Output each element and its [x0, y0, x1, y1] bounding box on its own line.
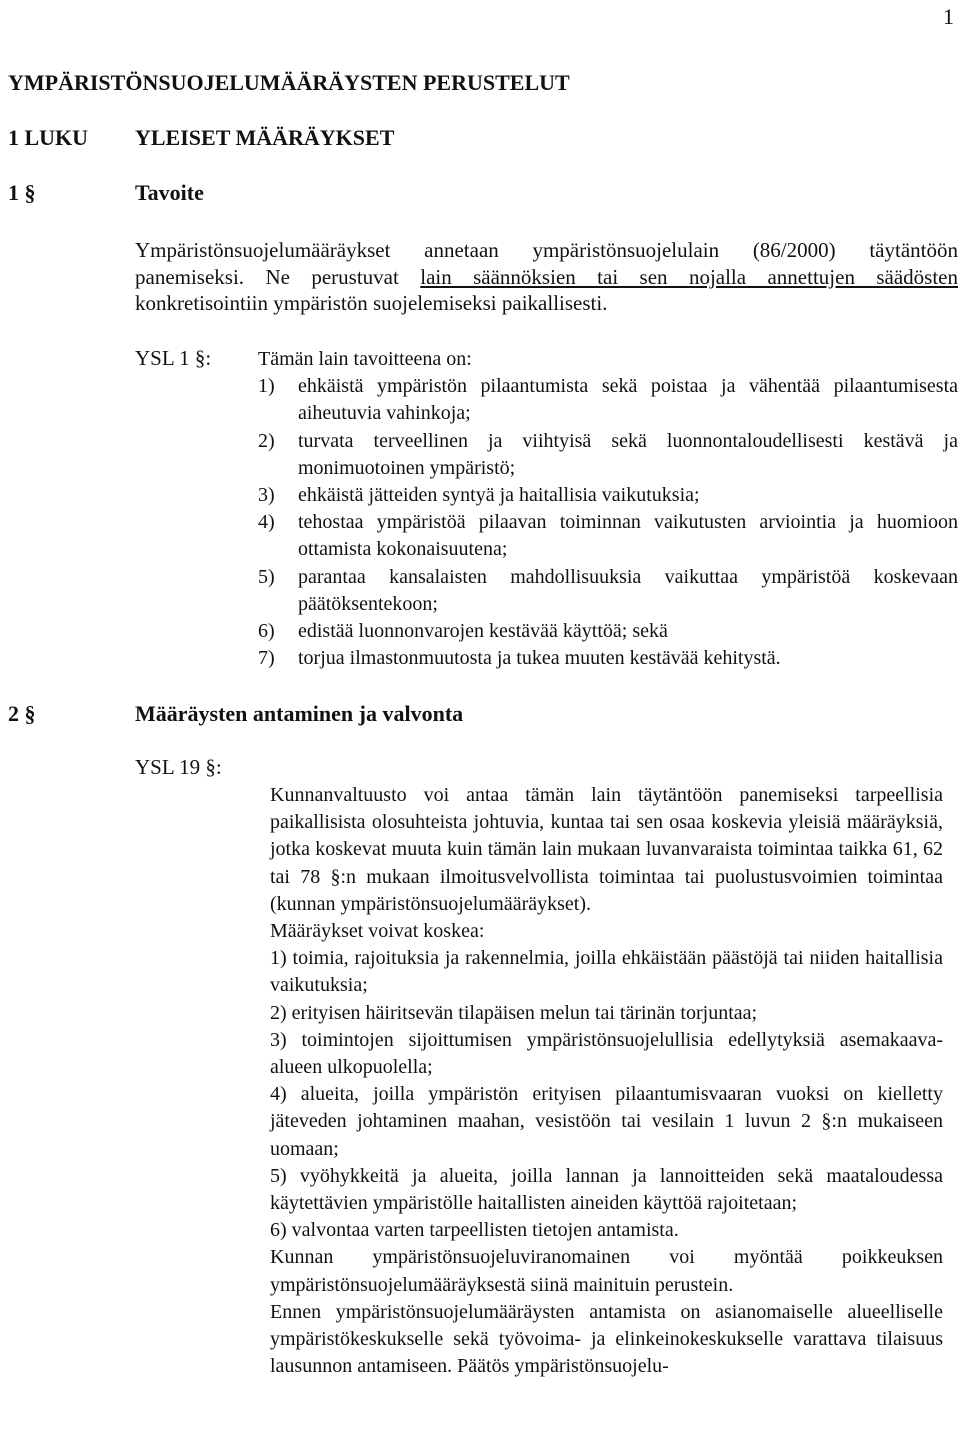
- ysl-19-paragraph: Määräykset voivat koskea:: [270, 920, 485, 943]
- objective-number: 7): [258, 647, 275, 670]
- ysl-19-paragraph: Ennen ympäristönsuojelumääräysten antamista on asianomaiselle alueelliselle ympäristökeskukselle sekä työvoima- ja elinkeinokeskukselle varattava tilaisuus lausunnon antamiseen. Päätös ympäristönsuojelu-: [270, 1300, 943, 1378]
- intro-line-3: konkretisointiin ympäristön suojelemiseksi paikallisesti.: [135, 291, 608, 315]
- section-2-number: 2 §: [8, 701, 36, 726]
- objective-number: 1): [258, 375, 275, 398]
- section-1-number: 1 §: [8, 180, 36, 205]
- objective-item: [258, 618, 958, 645]
- ysl-19-paragraph: 5) vyöhykkeitä ja alueita, joilla lannan ja lannoitteiden sekä maataloudessa käytettävien ympäristölle haitallisten aineiden käyttöä rajoitetaan;: [270, 1164, 943, 1215]
- ysl-19-text: [270, 782, 943, 1380]
- objective-item: [258, 482, 958, 509]
- chapter-heading: [8, 125, 608, 153]
- objective-number: 4): [258, 511, 275, 534]
- document-title: YMPÄRISTÖNSUOJELUMÄÄRÄYSTEN PERUSTELUT: [8, 70, 570, 95]
- intro-line-1: Ympäristönsuojelumääräykset annetaan ympäristönsuojelulain (86/2000) täytäntöön: [135, 238, 958, 262]
- objective-text: tehostaa ympäristöä pilaavan toiminnan vaikutusten arviointia ja huomioon ottamista kokonaisuutena;: [298, 511, 958, 561]
- objective-item: [258, 428, 958, 482]
- section-1-heading: [8, 180, 308, 208]
- ysl-1-label: YSL 1 §:: [135, 346, 212, 370]
- objective-item: [258, 564, 958, 618]
- objective-text: ehkäistä jätteiden syntyä ja haitallisia vaikutuksia;: [298, 484, 700, 507]
- ysl-1-objectives-list: [258, 346, 958, 672]
- objective-item: [258, 373, 958, 427]
- objective-number: 6): [258, 620, 275, 643]
- objective-text: parantaa kansalaisten mahdollisuuksia vaikuttaa ympäristöä koskevaan päätöksentekoon;: [298, 565, 958, 615]
- ysl-19-paragraph: 3) toimintojen sijoittumisen ympäristönsuojelullisia edellytyksiä asemakaava-alueen ulkopuolella;: [270, 1028, 943, 1079]
- intro-line-2: [135, 264, 958, 291]
- objective-number: 5): [258, 565, 275, 588]
- objective-number: 3): [258, 484, 275, 507]
- section-2-heading: [8, 701, 608, 729]
- objective-text: ehkäistä ympäristön pilaantumista sekä poistaa ja vähentää pilaantumisesta aiheutuvia vahinkoja;: [298, 375, 958, 425]
- ysl-19-paragraph: Kunnanvaltuusto voi antaa tämän lain täytäntöön panemiseksi tarpeellisia paikallisista olosuhteista johtuvia, kuntaa tai sen osaa koskevia yleisiä määräyksiä, jotka koskevat muuta kuin tämän lain mukaan luvanvaraista toimintaa taikka 61, 62 tai 78 §:n mukaan ilmoitusvelvollista toimintaa tai puolustusvoimien toimintaa (kunnan ympäristönsuojelumääräykset).: [270, 784, 943, 915]
- objective-number: 2): [258, 429, 275, 452]
- objective-text: edistää luonnonvarojen kestävää käyttöä; sekä: [298, 620, 668, 643]
- chapter-title: YLEISET MÄÄRÄYKSET: [135, 125, 395, 150]
- objective-text: torjua ilmastonmuutosta ja tukea muuten kestävää kehitystä.: [298, 647, 781, 670]
- chapter-number: 1 LUKU: [8, 125, 89, 150]
- objective-item: [258, 645, 958, 672]
- ysl-19-label: YSL 19 §:: [135, 755, 222, 779]
- objective-item: [258, 509, 958, 563]
- ysl-19-paragraph: 6) valvontaa varten tarpeellisten tietojen antamista.: [270, 1219, 679, 1242]
- ysl-19-paragraph: 2) erityisen häiritsevän tilapäisen melun tai tärinän torjuntaa;: [270, 1001, 758, 1024]
- page-number: 1: [943, 4, 954, 29]
- ysl-19-paragraph: 4) alueita, joilla ympäristön erityisen pilaantumisvaaran vuoksi on kielletty jäteveden johtaminen maahan, vesistöön tai vesilain 1 luvun 2 §:n mukaiseen uomaan;: [270, 1083, 943, 1160]
- intro-line-2-text: panemiseksi. Ne perustuvat: [135, 264, 399, 289]
- section-1-intro: [135, 237, 958, 317]
- law-provisions-link[interactable]: lain säännöksien tai sen nojalla annettujen säädösten: [420, 264, 958, 289]
- section-2-title: Määräysten antaminen ja valvonta: [135, 701, 464, 726]
- objective-text: turvata terveellinen ja viihtyisä sekä luonnontaloudellisesti kestävä ja monimuotoinen ympäristö;: [298, 429, 958, 479]
- ysl-19-paragraph: 1) toimia, rajoituksia ja rakennelmia, joilla ehkäistään päästöjä tai niiden haitallisia vaikutuksia;: [270, 947, 943, 997]
- ysl-1-lead: Tämän lain tavoitteena on:: [258, 348, 472, 370]
- section-1-title: Tavoite: [135, 180, 204, 205]
- ysl-19-paragraph: Kunnan ympäristönsuojeluviranomainen voi myöntää poikkeuksen ympäristönsuojelumääräyksestä siinä mainituin perustein.: [270, 1246, 943, 1296]
